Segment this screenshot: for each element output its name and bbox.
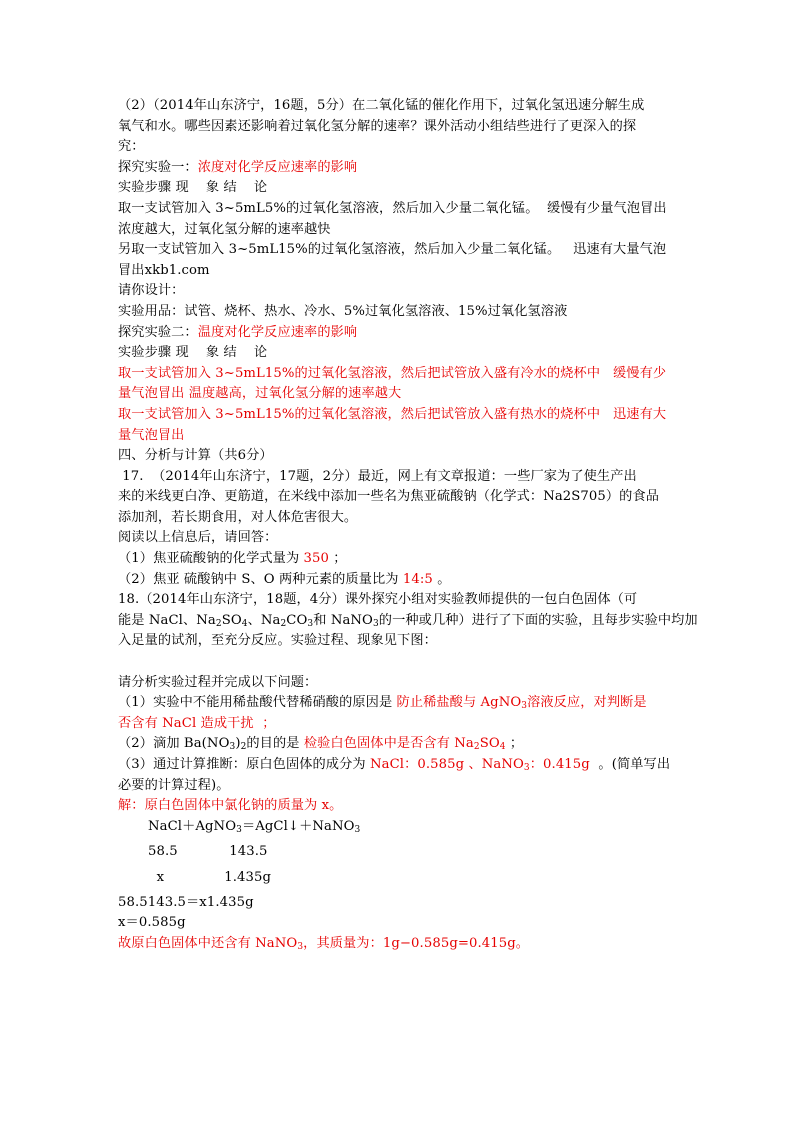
solution-eq-b: ＝AgCl↓＋NaNO <box>241 818 355 834</box>
q17-a2-prefix: （2）焦亚 硫酸钠中 S、O 两种元素的质量比为 <box>118 571 403 587</box>
exp1-row2a: 另取一支试管加入 3~5mL15%的过氧化氢溶液，然后加入少量二氧化锰。 迅速有大量气泡 <box>118 242 667 258</box>
solution-mass2: x 1.435g <box>148 869 272 885</box>
q18-line2-e: 和 NaNO <box>313 612 373 628</box>
exp1-row1b: 浓度越大，过氧化氢分解的速率越快 <box>118 221 331 237</box>
q18-q2-answer-b: SO <box>479 736 500 752</box>
q18-q2-prefix: （2）滴加 Ba(NO <box>118 736 230 752</box>
design-prompt: 请你设计： <box>118 283 185 299</box>
q17-line4: 阅读以上信息后，请回答： <box>118 530 278 546</box>
q18-q2-mid: ) <box>235 736 241 752</box>
q17-a2-suffix: 。 <box>432 571 451 587</box>
q18-q3: （3）通过计算推断：原白色固体的成分为 NaCl：0.585g 、NaNO$_3$：0.415g 。(简单写出 <box>118 757 671 773</box>
q18-line2-f: 的一种或几种）进行了下面的实验，且每步实验中均加 <box>378 612 698 628</box>
q18-q3-mid: 、 <box>464 757 482 772</box>
exp2-label: 探究实验二： <box>118 324 198 340</box>
solution-result: x＝0.585g <box>118 915 186 931</box>
q18-prompt: 请分析实验过程并完成以下问题： <box>118 674 318 690</box>
section4-heading: 四、分析与计算（共6分） <box>118 448 273 464</box>
exp2-row2a: 取一支试管加入 3~5mL15%的过氧化氢溶液，然后把试管放入盛有热水的烧杯中 迅速有大 <box>118 406 667 422</box>
q18-q1-prefix: （1）实验中不能用稀盐酸代替稀硝酸的原因是 <box>118 695 397 711</box>
q18-q2-suffix: ； <box>505 736 524 752</box>
exp2-row1b: 量气泡冒出 温度越高，过氧化氢分解的速率越大 <box>118 386 402 402</box>
q2-line2: 氧气和水。哪些因素还影响着过氧化氢分解的速率？课外活动小组结些进行了更深入的探 <box>118 118 637 134</box>
solution-eq-a: NaCl＋AgNO <box>148 818 237 834</box>
solution-conclusion: 故原白色固体中还含有 NaNO$_3$，其质量为：1g−0.585g=0.415g。 <box>118 935 530 952</box>
q18-line2-c: 、Na <box>247 612 281 628</box>
q18-line1: 18.（2014年山东济宁，18题，4分）课外探究小组对实验教师提供的一包白色固体（可 <box>118 592 638 608</box>
q17-line1: 17. （2014年山东济宁，17题，2分）最近，网上有文章报道：一些厂家为了使生产出 <box>118 468 637 484</box>
q2-line1: （2）（2014年山东济宁，16题，5分）在二氧化锰的催化作用下，过氧化氢迅速分解生成 <box>118 98 645 113</box>
document-body <box>118 96 698 954</box>
q17-answer1 <box>118 549 678 570</box>
q18-q3-line2: 必要的计算过程)。 <box>118 777 230 793</box>
q18-q3-prefix: （3）通过计算推断：原白色固体的成分为 <box>118 757 370 772</box>
solution-mass1: 58.5 143.5 <box>148 844 268 860</box>
q18-q1-answer-b: 溶液反应，对判断是 <box>527 695 647 711</box>
q18-q1-suffix: ； <box>253 715 276 731</box>
q17-a1-prefix: （1）焦亚硫酸钠的化学式量为 <box>118 551 304 567</box>
q18-line2-a: 能是 NaCl、Na <box>118 612 216 628</box>
exp2-title: 温度对化学反应速率的影响 <box>197 324 358 340</box>
exp2-row2b: 量气泡冒出 <box>118 427 185 443</box>
q18-q2-answer-a: 检验白色固体中是否含有 Na <box>303 736 474 752</box>
q18-q2-mid2: 的目的是 <box>246 736 304 752</box>
q18-line2-d: CO <box>286 612 308 628</box>
exp1-header: 实验步骤 现 象 结 论 <box>118 180 268 196</box>
exp1-title: 浓度对化学反应速率的影响 <box>197 159 358 175</box>
exp2-header: 实验步骤 现 象 结 论 <box>118 345 268 361</box>
q18-q3-answer-a: NaCl：0.585g <box>369 757 465 772</box>
exp1-row1a: 取一支试管加入 3~5mL5%的过氧化氢溶液，然后加入少量二氧化锰。 缓慢有少量气泡冒出 <box>118 200 667 216</box>
solution-intro: 解：原白色固体中氯化钠的质量为 x。 <box>118 798 343 814</box>
q18-q2: （2）滴加 $Ba(NO_3)_2$的目的是 检验白色固体中是否含有 $Na_2SO_4$ ； <box>118 736 524 753</box>
solution-ratio: 58.5143.5＝x1.435g <box>118 894 254 910</box>
exp2-row1a: 取一支试管加入 3~5mL15%的过氧化氢溶液，然后把试管放入盛有冷水的烧杯中 缓慢有少 <box>118 365 667 381</box>
exp1-label: 探究实验一： <box>118 159 198 175</box>
q18-q2-answer: 检验白色固体中是否含有 $Na_2SO_4$ <box>303 736 506 753</box>
solution-equation: NaCl＋AgNO$_3$＝AgCl↓＋NaNO$_3$ <box>148 818 361 835</box>
q17-line3: 添加剂，若长期食用，对人体危害很大。 <box>118 509 358 525</box>
q17-answer2 <box>118 570 678 591</box>
q18-line3: 入足量的试剂，至充分反应。实验过程、现象见下图： <box>118 633 437 649</box>
q18-line2: 能是 NaCl、$Na_2SO_4$、$Na_2CO_3$和 NaNO$_3$的一种或几种）进行了下面的实验，且每步实验中均加 <box>118 612 698 629</box>
q18-line2-b: SO <box>221 612 242 628</box>
q18-q3-answer-b: NaNO <box>481 757 524 772</box>
q17-a1-suffix: ； <box>329 551 347 567</box>
design-materials: 实验用品：试管、烧杯、热水、冷水、5%过氧化氢溶液、15%过氧化氢溶液 <box>118 303 568 319</box>
q18-q3-suffix: 。(简单写出 <box>589 757 671 772</box>
q17-line2: 来的米线更白净、更筋道，在米线中添加一些名为焦亚硫酸钠（化学式：Na2S705）的食品 <box>118 489 660 505</box>
exp2-heading <box>118 323 678 344</box>
solution-conclusion-a: 故原白色固体中还含有 NaNO <box>118 935 298 951</box>
q18-q1 <box>118 693 678 714</box>
q18-q1-answer-c: 否含有 NaCl 造成干扰 <box>118 715 254 731</box>
q18-q1-answer-a: 防止稀盐酸与 AgNO <box>396 695 522 711</box>
exp1-row2b: 冒出xkb1.com <box>118 262 210 278</box>
q18-q3-answer-c: ：0.415g <box>529 757 590 772</box>
q17-a1-answer: 350 <box>303 551 330 567</box>
exp1-heading <box>118 158 678 179</box>
q18-q1-answer: 防止稀盐酸与 AgNO$_3$溶液反应，对判断是 <box>396 695 647 712</box>
q18-q1-cont <box>118 714 678 735</box>
solution-conclusion-b: ，其质量为：1g−0.585g=0.415g。 <box>303 935 530 951</box>
q17-a2-answer: 14:5 <box>402 571 433 587</box>
diagram-gap <box>118 652 678 673</box>
q2-line3: 究： <box>118 139 145 155</box>
